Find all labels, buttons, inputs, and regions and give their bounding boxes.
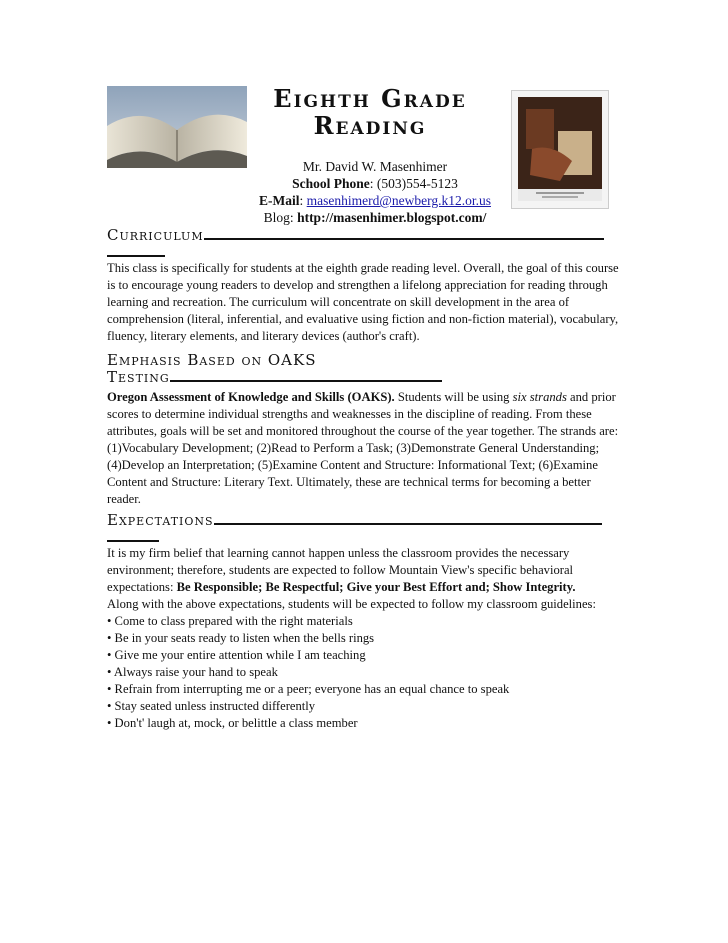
heading-rule [214, 513, 602, 525]
open-book-photo [107, 86, 247, 168]
expectations-heading [107, 512, 622, 546]
oaks-title: Oregon Assessment of Knowledge and Skills (OAKS). [107, 390, 395, 404]
school-phone [230, 175, 520, 192]
list-item: • Always raise your hand to speak [107, 665, 278, 679]
emphasis-lead: Students will be using [394, 390, 513, 404]
list-item: • Refrain from interrupting me or a peer; everyone has an equal chance to speak [107, 682, 510, 696]
page-title-line2: Reading [313, 111, 427, 140]
emphasis-heading-line2: Testing [107, 368, 170, 386]
expectations-heading-text: Expectations [107, 511, 214, 529]
curriculum-heading-text: Curriculum [107, 226, 204, 244]
email-line [230, 192, 520, 209]
page-title-line1: Eighth Grade [273, 84, 467, 113]
expectations-paragraph [107, 545, 622, 596]
six-strands: six strands [512, 390, 567, 404]
emphasis-heading-line1: Emphasis Based on OAKS [107, 351, 317, 369]
email-label: E-Mail [259, 193, 300, 208]
heading-rule [170, 370, 442, 382]
curriculum-text [107, 260, 622, 345]
heading-rule [204, 228, 604, 240]
email-link[interactable]: masenhimerd@newberg.k12.or.us [306, 193, 491, 208]
guidelines-intro: Along with the above expectations, students will be expected to follow my classroom guidelines: [107, 597, 596, 611]
teacher-name: Mr. David W. Masenhimer [302, 159, 448, 174]
list-item: • Come to class prepared with the right materials [107, 614, 353, 628]
blog-line [230, 209, 520, 226]
expectations-text [107, 545, 622, 732]
email-separator: : [299, 193, 307, 208]
guidelines-list [107, 613, 622, 732]
curriculum-paragraph: This class is specifically for students at the eighth grade reading level. Overall, the goal of this course is to encourage young readers to develop and strengthen a lifelong appreciation for reading through learning and recreation. The curriculum will concentrate on skill development in the area of comprehension (literal, inferential, and evaluative using fiction and non-fiction material), vocabulary, fluency, literary elements, and literary devices (author's craft). [107, 261, 619, 343]
emphasis-text [107, 389, 622, 508]
blog-url[interactable]: http://masenhimer.blogspot.com/ [297, 210, 487, 225]
emphasis-heading [107, 352, 622, 386]
emphasis-body: and prior scores to determine individual strengths and weaknesses in the discipline of reading. From these attributes, goals will be set and monitored throughout the course of the year together. The strands are: (1)Vocabulary Development; (2)Read to Perform a Task; (3)Demonstrate General Understanding; (4)Develop an Interpretation; (5)Examine Content and Structure: Informational Text; (6)Examine Content and Structure: Literary Text. Ultimately, these are technical terms for becoming a better reader. [107, 390, 619, 506]
phone-number: : (503)554-5123 [369, 176, 458, 191]
list-item: • Don't' laugh at, mock, or belittle a class member [107, 716, 358, 730]
list-item: • Give me your entire attention while I am teaching [107, 648, 366, 662]
painting-image [511, 90, 609, 209]
heading-rule [107, 530, 159, 542]
emphasis-paragraph [107, 389, 622, 508]
blog-label: Blog: [263, 210, 298, 225]
list-item: • Stay seated unless instructed differently [107, 699, 316, 713]
heading-rule [107, 245, 165, 257]
behavioral-expectations: Be Responsible; Be Respectful; Give your Best Effort and; Show Integrity. [176, 580, 576, 594]
list-item: • Be in your seats ready to listen when the bells rings [107, 631, 375, 645]
curriculum-heading [107, 227, 622, 261]
expectations-intro: It is my firm belief that learning cannot happen unless the classroom provides the necessary environment; therefore, students are expected to follow Mountain View's specific behavioral expectations: [107, 546, 574, 594]
phone-label: School Phone [292, 176, 370, 191]
